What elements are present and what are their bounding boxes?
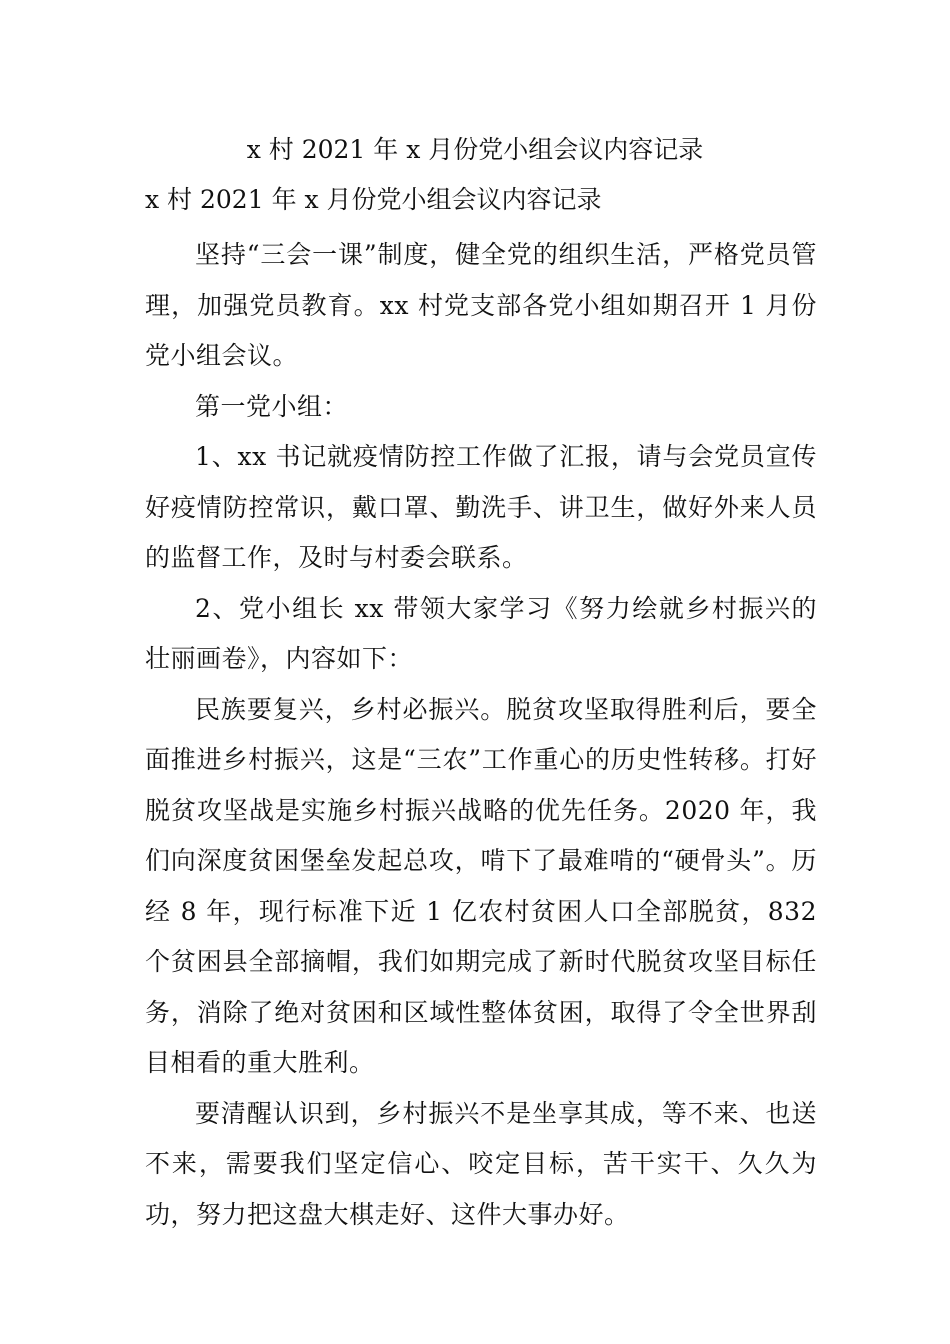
paragraph-item-2: 2、党小组长 xx 带领大家学习《努力绘就乡村振兴的壮丽画卷》，内容如下： [145,593,817,673]
paragraph-item-1: 1、xx 书记就疫情防控工作做了汇报，请与会党员宣传好疫情防控常识，戴口罩、勤洗手、讲卫生，做好外来人员的监督工作，及时与村委会联系。 [145,442,817,572]
document-title: x 村 2021 年 x 月份党小组会议内容记录 [246,135,704,164]
document-body [145,230,817,1240]
document-subtitle: x 村 2021 年 x 月份党小组会议内容记录 [145,185,602,214]
paragraph-content-1: 民族要复兴，乡村必振兴。脱贫攻坚取得胜利后，要全面推进乡村振兴，这是“三农”工作重心的历史性转移。打好脱贫攻坚战是实施乡村振兴战略的优先任务。2020 年，我们向深度贫困堡垒发起总攻，啃下了最难啃的“硬骨头”。历经 8 年，现行标准下近 1 亿农村贫困人口全部脱贫，832 个贫困县全部摘帽，我们如期完成了新时代脱贫攻坚目标任务，消除了绝对贫困和区域性整体贫困，取得了令全世界刮目相看的重大胜利。 [145,694,817,1077]
paragraph-intro: 坚持“三会一课”制度，健全党的组织生活，严格党员管理，加强党员教育。xx 村党支部各党小组如期召开 1 月份党小组会议。 [145,240,817,370]
paragraph-group-heading: 第一党小组： [195,391,349,421]
paragraph-content-2: 要清醒认识到，乡村振兴不是坐享其成，等不来、也送不来，需要我们坚定信心、咬定目标，苦干实干、久久为功，努力把这盘大棋走好、这件大事办好。 [145,1098,817,1229]
